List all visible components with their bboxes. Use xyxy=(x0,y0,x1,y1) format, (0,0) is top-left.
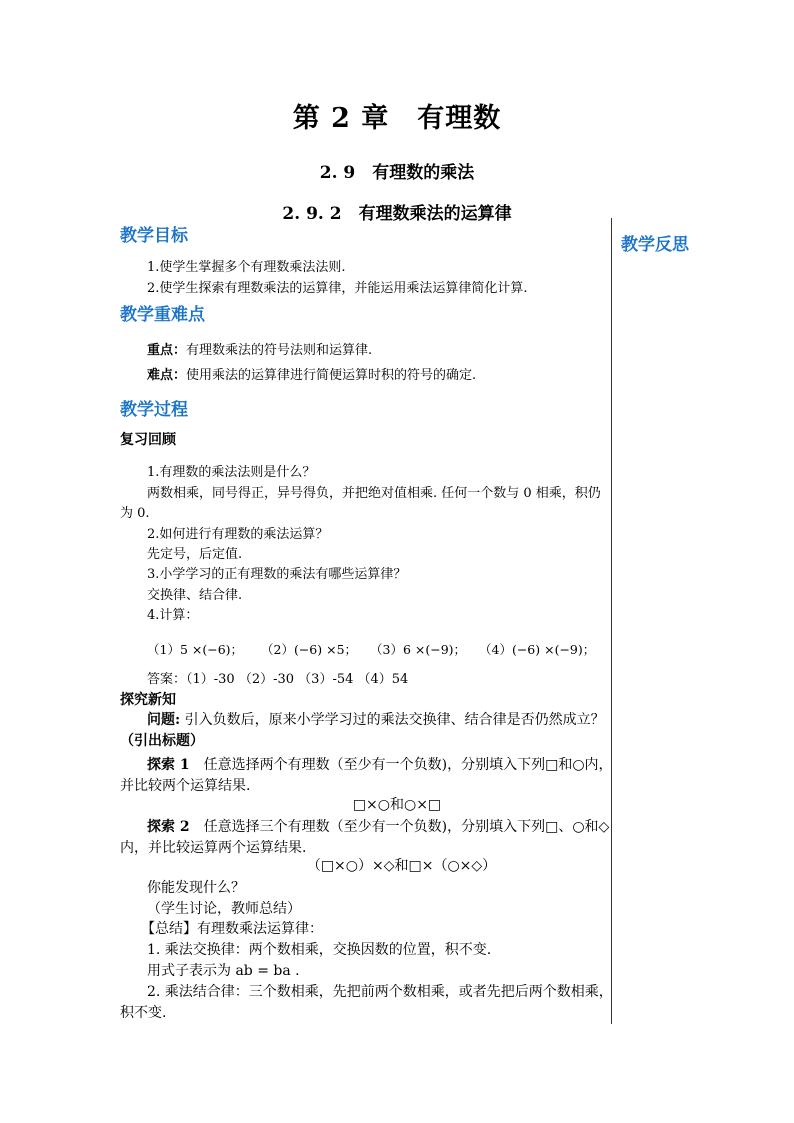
explore-1-text: 任意选择两个有理数（至少有一个负数)，分别填入下列□和○内， xyxy=(189,757,613,773)
review-question: 3.小学学习的正有理数的乘法有哪些运算律？ xyxy=(147,567,407,582)
law-associative: 2. 乘法结合律：三个数相乘，先把前两个数相乘，或者先把后两个数相乘， xyxy=(147,984,613,1000)
goals-heading: 教学目标 xyxy=(120,226,188,246)
section-title: 2. 9 有理数的乘法 xyxy=(319,163,475,183)
law-commutative-formula: 用式子表示为 ab = ba . xyxy=(147,963,300,979)
explore-2-text: 任意选择三个有理数（至少有一个负数)，分别填入下列□、○和◇ xyxy=(189,819,610,835)
review-answer: 交换律、结合律. xyxy=(147,588,243,603)
review-question: 4.计算： xyxy=(147,608,199,623)
explore-heading: 探究新知 xyxy=(120,692,176,708)
explore-2 xyxy=(147,818,609,836)
difficult-text: 使用乘法的运算律进行简便运算时积的符号的确定. xyxy=(186,368,477,383)
explore-question xyxy=(147,711,605,729)
question-text: 引入负数后，原来小学学习过的乘法交换律、结合律是否仍然成立？ xyxy=(180,712,605,728)
explore-1-formula: □×○和○×□ xyxy=(352,797,442,813)
review-answer: 两数相乘，同号得正，异号得负，并把绝对值相乘. 任何一个数与 0 相乘，积仍 xyxy=(147,486,601,501)
discuss-note: （学生讨论，教师总结） xyxy=(147,901,301,917)
review-question: 2.如何进行有理数的乘法运算？ xyxy=(147,527,329,542)
difficult-point xyxy=(147,367,476,385)
question-label: 问题: xyxy=(147,712,181,728)
goal-item: 2.使学生探索有理数乘法的运算律，并能运用乘法运算律简化计算. xyxy=(147,281,528,296)
calc-answer: 答案：（1）-30 （2）-30 （3）-54 （4）54 xyxy=(147,672,409,687)
calc-item: （3）6 ×(−9)； xyxy=(370,642,467,657)
reflection-heading: 教学反思 xyxy=(621,235,689,255)
review-heading: 复习回顾 xyxy=(120,432,176,448)
column-divider xyxy=(611,218,612,1024)
key-label: 重点： xyxy=(147,343,187,358)
chapter-title: 第 2 章 有理数 xyxy=(292,103,502,134)
explore-1 xyxy=(147,756,613,774)
explore-2-formula: （□×○）×◇和□×（○×◇） xyxy=(306,858,497,874)
goal-item: 1.使学生掌握多个有理数乘法法则. xyxy=(147,260,346,275)
calc-item: （1）5 ×(−6)； xyxy=(147,642,244,657)
law-commutative: 1. 乘法交换律：两个数相乘，交换因数的位置，积不变. xyxy=(147,942,492,958)
law-associative: 积不变. xyxy=(120,1005,167,1021)
key-point xyxy=(147,342,372,360)
review-answer: 先定号，后定值. xyxy=(147,547,243,562)
summary-title: 【总结】有理数乘法运算律： xyxy=(141,921,323,937)
explore-2-label: 探索 2 xyxy=(147,819,190,835)
process-heading: 教学过程 xyxy=(120,400,188,420)
difficult-label: 难点： xyxy=(147,368,187,383)
calc-item: （4）(−6) ×(−9)； xyxy=(479,642,596,657)
calc-item: （2）(−6) ×5； xyxy=(261,642,358,657)
subsection-title: 2. 9. 2 有理数乘法的运算律 xyxy=(282,204,512,224)
review-answer: 为 0. xyxy=(120,506,150,521)
review-question: 1.有理数的乘法法则是什么？ xyxy=(147,465,316,480)
question-note: （引出标题） xyxy=(120,733,204,749)
find-question: 你能发现什么？ xyxy=(147,880,245,896)
explore-1-label: 探索 1 xyxy=(147,757,190,773)
explore-2-text: 内，并比较运算两个运算结果. xyxy=(120,840,307,856)
keypoints-heading: 教学重难点 xyxy=(120,305,205,325)
key-text: 有理数乘法的符号法则和运算律. xyxy=(186,343,373,358)
explore-1-text: 并比较两个运算结果. xyxy=(120,778,251,794)
